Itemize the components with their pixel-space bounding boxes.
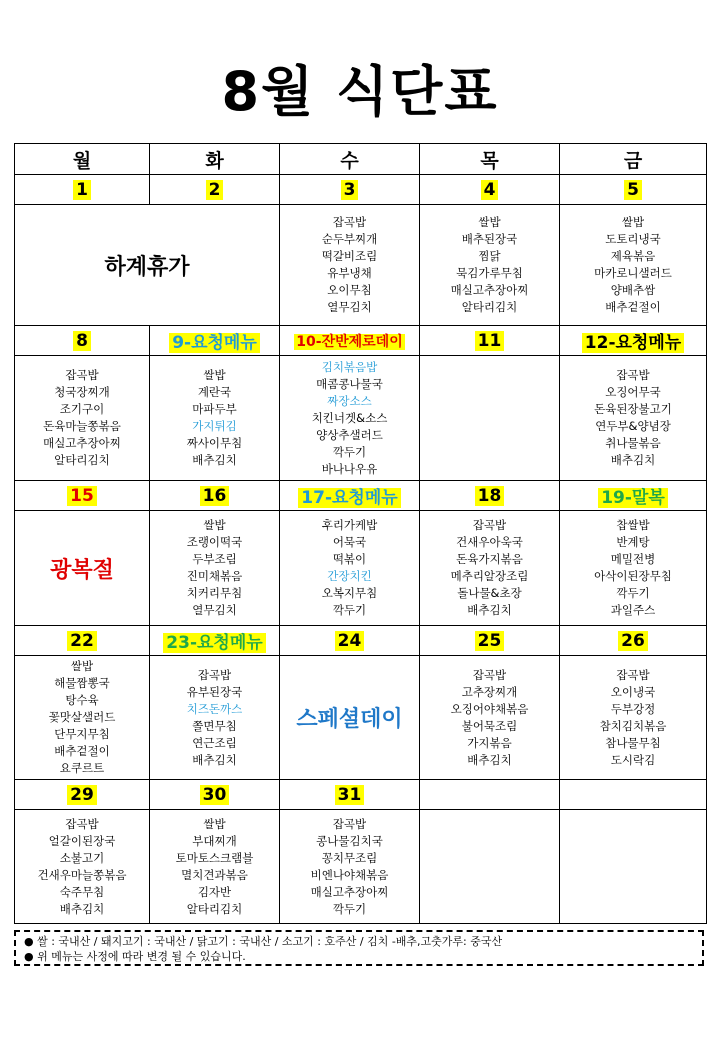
- menu-item: 가지볶음: [467, 735, 512, 750]
- menu-item: 아삭이된장무침: [594, 569, 672, 583]
- menu-item: 배추김치: [467, 603, 512, 617]
- menu-cell: [560, 511, 707, 626]
- menu-item: 꽃맛살샐러드: [48, 710, 116, 724]
- menu-item: 숙주무침: [59, 884, 105, 899]
- menu-item: 단무지무침: [54, 727, 110, 741]
- menu-item: 메밀전병: [610, 552, 656, 566]
- date-label: 1: [73, 180, 91, 200]
- date-label: 5: [624, 180, 642, 200]
- menu-item: 참나물무침: [605, 735, 661, 750]
- date-label: 31: [335, 785, 365, 805]
- menu-item: 연근조림: [192, 735, 237, 750]
- menu-item: 메추리알장조림: [450, 569, 529, 583]
- menu-item: 잡곡밥: [472, 518, 507, 532]
- date-label: 2: [206, 180, 224, 200]
- date-label: 4: [481, 180, 499, 200]
- menu-item: 오이무침: [327, 283, 372, 297]
- menu-item: 배추겉절이: [54, 744, 110, 758]
- menu-item: 조기구이: [59, 402, 105, 416]
- date-label: 18: [475, 486, 505, 506]
- menu-row: [15, 810, 707, 924]
- menu-cell: [560, 656, 707, 780]
- date-label-holiday: 15: [67, 486, 97, 506]
- menu-item: 쌀밥: [203, 816, 226, 831]
- menu-item: 알타리김치: [461, 300, 518, 314]
- menu-item: 매실고추장아찌: [43, 436, 121, 450]
- menu-item: 토마토스크램블: [175, 850, 254, 865]
- date-label: 8: [73, 331, 91, 351]
- weekday-header-row: [15, 144, 707, 175]
- menu-item: 깍두기: [332, 603, 367, 617]
- menu-item: 깍두기: [616, 586, 650, 600]
- menu-item: 떡볶이: [332, 552, 367, 566]
- date-row: [15, 481, 707, 511]
- menu-item: 유부된장국: [186, 684, 243, 699]
- date-label-request-menu: 23-요청메뉴: [163, 633, 265, 653]
- menu-item: 콩나물김치국: [316, 833, 383, 848]
- menu-cell-empty: [560, 810, 707, 924]
- menu-item: 배추겉절이: [605, 300, 661, 314]
- menu-item: 양배추쌈: [610, 283, 656, 297]
- menu-item: 유부냉채: [327, 266, 372, 280]
- menu-cell: [150, 511, 280, 626]
- menu-item: 배추된장국: [461, 232, 518, 246]
- menu-cell: [15, 356, 150, 481]
- date-label: 3: [341, 180, 359, 200]
- menu-item: 돈육된장불고기: [594, 402, 672, 416]
- date-label: 25: [475, 631, 505, 651]
- menu-item: 탕수육: [65, 693, 99, 707]
- liberation-day-label: 광복절: [15, 511, 150, 626]
- menu-item: 부대찌개: [192, 833, 237, 848]
- menu-item: 쌀밥: [203, 518, 226, 532]
- menu-item: 쫄면무침: [192, 718, 237, 733]
- menu-item: 매콤콩나물국: [316, 376, 383, 391]
- menu-item: 순두부찌개: [321, 232, 378, 246]
- date-row: [15, 175, 707, 205]
- menu-item: 열무김치: [192, 603, 237, 617]
- menu-item: 꽁치무조림: [321, 850, 378, 865]
- summer-vacation-label: 하계휴가: [15, 205, 280, 326]
- menu-cell: [150, 356, 280, 481]
- date-label-zero-waste-day: 10-잔반제로데이: [296, 333, 403, 350]
- menu-item: 짜사이무침: [186, 436, 243, 450]
- date-row: [15, 326, 707, 356]
- weekday-tue: 화: [150, 144, 280, 175]
- menu-item: 청국장찌개: [54, 385, 110, 399]
- menu-cell: [150, 810, 280, 924]
- menu-cell: [150, 656, 280, 780]
- date-cell-empty: [420, 780, 560, 810]
- menu-item: 쌀밥: [203, 368, 226, 382]
- menu-cell: [15, 810, 150, 924]
- menu-item: 배추김치: [59, 901, 105, 916]
- menu-item: 열무김치: [327, 300, 372, 314]
- date-label: 29: [67, 785, 97, 805]
- menu-cell: [280, 205, 420, 326]
- menu-cell: [280, 810, 420, 924]
- date-label-request-menu: 12-요청메뉴: [582, 333, 684, 353]
- menu-item: 건새우마늘쫑볶음: [37, 867, 127, 882]
- menu-item: 요쿠르트: [59, 761, 105, 775]
- menu-item: 조랭이떡국: [186, 535, 243, 549]
- menu-cell-empty: [420, 810, 560, 924]
- menu-item: 오이냉국: [610, 684, 656, 699]
- menu-item: 과일주스: [610, 603, 656, 617]
- menu-item: 도시락김: [610, 752, 656, 767]
- menu-item: 취나물볶음: [605, 436, 661, 450]
- menu-item: 해물짬뽕국: [54, 676, 110, 690]
- menu-row: [15, 356, 707, 481]
- menu-item: 진미채볶음: [186, 569, 243, 583]
- menu-item: 떡갈비조림: [321, 249, 378, 263]
- menu-item: 고추장찌개: [461, 684, 518, 699]
- menu-item: 바나나우유: [321, 461, 378, 476]
- menu-item: 쌀밥: [478, 215, 501, 229]
- menu-item: 잡곡밥: [616, 368, 650, 382]
- menu-item: 양상추샐러드: [316, 427, 383, 442]
- menu-item: 후리가케밥: [321, 518, 378, 532]
- menu-item: 오복지무침: [321, 586, 378, 600]
- footnote-box: [14, 930, 704, 966]
- menu-cell: [420, 511, 560, 626]
- menu-item: 불어묵조림: [461, 718, 518, 733]
- menu-item: 돌나물&초장: [457, 586, 522, 600]
- menu-item: 비엔나야채볶음: [310, 867, 389, 882]
- menu-cell-empty: [420, 356, 560, 481]
- menu-item: 알타리김치: [54, 453, 110, 467]
- page-title: 8월 식단표: [221, 60, 499, 123]
- date-label: 22: [67, 631, 97, 651]
- date-label: 11: [475, 331, 505, 351]
- menu-item-request: 간장치킨: [327, 569, 372, 583]
- menu-item-request: 치즈돈까스: [186, 701, 243, 716]
- menu-item: 쌀밥: [621, 215, 645, 229]
- menu-item: 멸치견과볶음: [181, 867, 248, 882]
- menu-item: 두부조림: [192, 552, 237, 566]
- date-label: 16: [200, 486, 230, 506]
- menu-cell: [280, 356, 420, 481]
- menu-item: 반계탕: [616, 535, 650, 549]
- date-cell-empty: [560, 780, 707, 810]
- menu-row: [15, 511, 707, 626]
- menu-cell: [420, 656, 560, 780]
- special-day-label: 스페셜데이: [280, 656, 420, 780]
- origin-note: ● 쌀 : 국내산 / 돼지고기 : 국내산 / 닭고기 : 국내산 / 소고기 : 호주산 / 김치 -배추,고춧가루: 중국산: [24, 935, 503, 948]
- menu-cell: [280, 511, 420, 626]
- menu-item: 돈육마늘쫑볶음: [43, 419, 121, 433]
- change-note: ● 위 메뉴는 사정에 따라 변경 될 수 있습니다.: [24, 950, 246, 963]
- menu-item: 잡곡밥: [332, 816, 367, 831]
- menu-item: 배추김치: [467, 752, 512, 767]
- menu-item: 잡곡밥: [197, 667, 232, 682]
- menu-item: 찜닭: [478, 249, 501, 263]
- menu-item: 치커리무침: [186, 586, 243, 600]
- menu-item: 잡곡밥: [65, 816, 99, 831]
- date-label: 30: [200, 785, 230, 805]
- weekday-wed: 수: [280, 144, 420, 175]
- menu-item: 건새우아욱국: [456, 535, 523, 549]
- weekday-fri: 금: [560, 144, 707, 175]
- menu-item: 마카로니샐러드: [594, 266, 672, 280]
- menu-cell: [560, 205, 707, 326]
- menu-item: 어묵국: [332, 535, 367, 549]
- date-label-request-menu: 17-요청메뉴: [298, 488, 400, 508]
- menu-item: 치킨너겟&소스: [311, 410, 388, 425]
- menu-item: 오징어무국: [605, 385, 661, 399]
- menu-row: [15, 205, 707, 326]
- menu-cell: [420, 205, 560, 326]
- menu-item: 묵김가루무침: [456, 266, 523, 280]
- weekday-thu: 목: [420, 144, 560, 175]
- menu-item-request: 짜장소스: [327, 393, 372, 408]
- menu-item: 배추김치: [610, 453, 656, 467]
- date-label: 24: [335, 631, 365, 651]
- menu-item: 얼갈이된장국: [48, 833, 116, 848]
- menu-item-request: 김치볶음밥: [321, 359, 378, 374]
- menu-item: 계란국: [197, 385, 232, 399]
- menu-cell: [15, 656, 150, 780]
- menu-item: 배추김치: [192, 752, 237, 767]
- date-row: [15, 780, 707, 810]
- menu-item: 오징어야채볶음: [450, 701, 529, 716]
- menu-item: 마파두부: [192, 402, 237, 416]
- menu-item: 연두부&양념장: [595, 419, 671, 433]
- menu-cell: [560, 356, 707, 481]
- menu-item: 잡곡밥: [65, 368, 99, 382]
- menu-item: 제육볶음: [610, 249, 656, 263]
- date-label-request-menu: 9-요청메뉴: [169, 333, 260, 353]
- weekday-mon: 월: [15, 144, 150, 175]
- menu-item: 잡곡밥: [332, 215, 367, 229]
- menu-item: 잡곡밥: [472, 667, 507, 682]
- menu-item: 도토리냉국: [605, 232, 661, 246]
- menu-item: 매실고추장아찌: [450, 283, 529, 297]
- date-label-malbok: 19-말복: [598, 488, 668, 508]
- menu-item: 깍두기: [332, 444, 367, 459]
- menu-item: 쌀밥: [70, 659, 94, 673]
- date-row: [15, 626, 707, 656]
- menu-table: [14, 143, 707, 924]
- menu-item: 찹쌀밥: [616, 518, 650, 532]
- menu-item: 소불고기: [59, 850, 105, 865]
- menu-row: [15, 656, 707, 780]
- menu-item: 두부강정: [610, 701, 656, 716]
- menu-item: 깍두기: [332, 901, 367, 916]
- menu-item: 참치김치볶음: [599, 718, 667, 733]
- menu-item: 돈육가지볶음: [456, 552, 523, 566]
- menu-item: 배추김치: [192, 453, 237, 467]
- menu-item: 잡곡밥: [616, 667, 650, 682]
- menu-item: 김자반: [197, 884, 232, 899]
- date-label: 26: [618, 631, 648, 651]
- menu-item-request: 가지튀김: [192, 419, 237, 433]
- menu-item: 알타리김치: [186, 901, 243, 916]
- menu-item: 매실고추장아찌: [310, 884, 389, 899]
